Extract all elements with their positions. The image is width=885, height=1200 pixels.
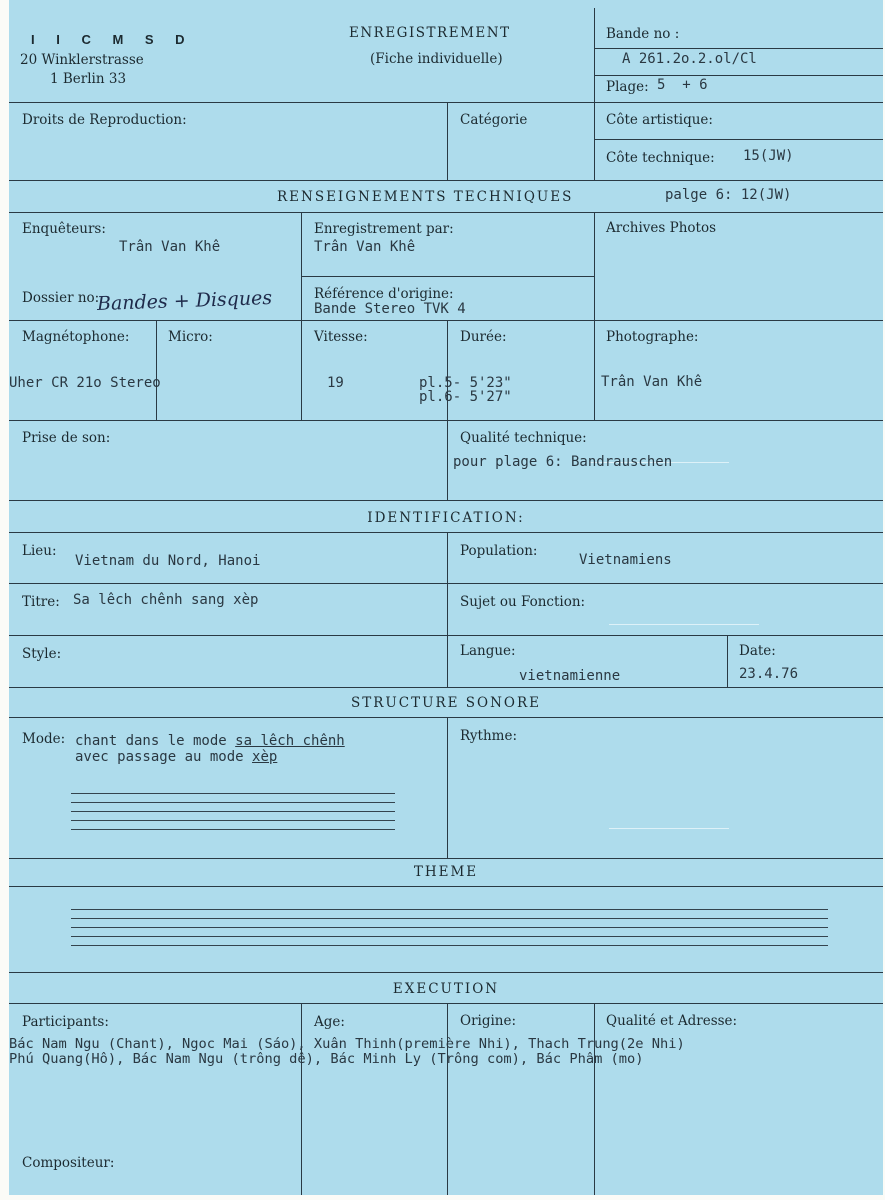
divider: [301, 276, 594, 277]
qualite-technique-label: Qualité technique:: [460, 430, 587, 446]
ruled-line: [71, 918, 828, 919]
archive-card: [9, 0, 883, 1195]
divider: [447, 420, 448, 500]
form-subtitle: (Fiche individuelle): [370, 51, 503, 67]
form-title: ENREGISTREMENT: [349, 25, 511, 41]
mode-line2: avec passage au mode xèp: [75, 749, 278, 765]
compositeur-label: Compositeur:: [22, 1155, 115, 1171]
mode-label: Mode:: [22, 731, 66, 747]
style-label: Style:: [22, 646, 62, 662]
divider: [9, 635, 883, 636]
divider: [9, 717, 883, 718]
divider: [9, 212, 883, 213]
divider: [156, 320, 157, 420]
bande-label: Bande no :: [606, 26, 680, 42]
divider: [594, 48, 883, 49]
mode-line1: chant dans le mode sa lêch chênh: [75, 733, 345, 749]
archives-photos-label: Archives Photos: [606, 220, 716, 236]
divider: [9, 532, 883, 533]
bande-value: A 261.2o.2.ol/Cl: [622, 51, 757, 67]
ruled-line: [71, 802, 395, 803]
divider: [9, 420, 883, 421]
divider: [727, 635, 728, 687]
enqueteurs-value: Trân Van Khê: [119, 239, 221, 255]
plage-label: Plage:: [606, 79, 649, 95]
divider: [301, 1003, 302, 1195]
ruled-line: [71, 945, 828, 946]
divider: [9, 687, 883, 688]
lieu-label: Lieu:: [22, 543, 57, 559]
section-title-structure: STRUCTURE SONORE: [350, 695, 542, 711]
langue-value: vietnamienne: [519, 668, 621, 684]
magnetophone-value: Uher CR 21o Stereo: [9, 375, 161, 391]
ruled-line: [71, 820, 395, 821]
vitesse-value: 19: [327, 375, 344, 391]
divider: [9, 180, 883, 181]
photographe-value: Trân Van Khê: [601, 374, 703, 390]
section-title-identification: IDENTIFICATION:: [367, 510, 525, 526]
qualite-adresse-label: Qualité et Adresse:: [606, 1013, 738, 1029]
ruled-line: [71, 909, 828, 910]
ruled-line: [71, 927, 828, 928]
divider: [9, 972, 883, 973]
duree-value-2: pl.6- 5'27": [419, 389, 512, 405]
micro-label: Micro:: [168, 329, 213, 345]
divider: [9, 1003, 883, 1004]
enregistrement-label: Enregistrement par:: [314, 221, 454, 237]
ruled-line: [71, 811, 395, 812]
reference-value: Bande Stereo TVK 4: [314, 301, 466, 317]
date-label: Date:: [739, 643, 776, 659]
divider: [9, 102, 883, 103]
divider: [594, 212, 595, 420]
enregistrement-value: Trân Van Khê: [314, 239, 416, 255]
divider: [447, 532, 448, 687]
divider: [447, 1003, 448, 1195]
qualite-technique-value: pour plage 6: Bandrauschen: [453, 454, 673, 470]
categorie-label: Catégorie: [460, 112, 528, 128]
date-value: 23.4.76: [739, 666, 799, 682]
paper-wear: [609, 828, 729, 829]
org-name: I I C M S D: [31, 32, 194, 47]
section-title-theme: THEME: [413, 864, 479, 880]
divider: [447, 320, 448, 420]
dossier-label: Dossier no:: [22, 290, 100, 306]
org-address-line2: 1 Berlin 33: [50, 71, 127, 87]
origine-label: Origine:: [460, 1013, 517, 1029]
section-title-renseignements: RENSEIGNEMENTS TECHNIQUES: [277, 189, 574, 205]
palge-note: palge 6: 12(JW): [665, 187, 792, 203]
divider: [9, 858, 883, 859]
duree-value-1: pl.5- 5'23": [419, 375, 512, 391]
ruled-line: [71, 829, 395, 830]
titre-value: Sa lêch chênh sang xèp: [73, 592, 259, 608]
cote-artistique-label: Côte artistique:: [606, 112, 713, 128]
divider: [9, 500, 883, 501]
divider: [9, 583, 883, 584]
enqueteurs-label: Enquêteurs:: [22, 221, 106, 237]
divider: [9, 320, 883, 321]
divider: [301, 212, 302, 420]
population-value: Vietnamiens: [579, 552, 672, 568]
age-label: Age:: [314, 1014, 345, 1030]
divider: [447, 717, 448, 858]
rythme-label: Rythme:: [460, 728, 518, 744]
participants-line2: Phú Quang(Hô), Bác Nam Ngu (trông dê), Bác Minh Ly (Trông com), Bác Phâm (mo): [9, 1051, 644, 1067]
ruled-line: [71, 793, 395, 794]
plage-value: 5 + 6: [657, 77, 708, 93]
droits-label: Droits de Reproduction:: [22, 112, 187, 128]
divider: [594, 8, 595, 180]
langue-label: Langue:: [460, 643, 516, 659]
org-address-line1: 20 Winklerstrasse: [20, 52, 144, 68]
cote-technique-value: 15(JW): [743, 148, 794, 164]
section-title-execution: EXECUTION: [392, 981, 500, 997]
paper-wear: [609, 624, 759, 625]
sujet-label: Sujet ou Fonction:: [460, 594, 586, 610]
cote-technique-label: Côte technique:: [606, 150, 715, 166]
reference-label: Référence d'origine:: [314, 286, 454, 302]
titre-label: Titre:: [22, 594, 60, 610]
photographe-label: Photographe:: [606, 329, 699, 345]
lieu-value: Vietnam du Nord, Hanoi: [75, 553, 261, 569]
divider: [9, 886, 883, 887]
divider: [594, 1003, 595, 1195]
divider: [594, 139, 883, 140]
dossier-value-handwritten: Bandes + Disques: [96, 286, 273, 316]
magnetophone-label: Magnétophone:: [22, 329, 130, 345]
participants-line1: Bác Nam Ngu (Chant), Ngoc Mai (Sáo), Xuân Thinh(première Nhi), Thach Trung(2e Nhi): [9, 1036, 685, 1052]
duree-label: Durée:: [460, 329, 507, 345]
participants-label: Participants:: [22, 1014, 109, 1030]
divider: [594, 75, 883, 76]
population-label: Population:: [460, 543, 538, 559]
prise-de-son-label: Prise de son:: [22, 430, 111, 446]
divider: [447, 102, 448, 180]
ruled-line: [71, 936, 828, 937]
vitesse-label: Vitesse:: [314, 329, 368, 345]
